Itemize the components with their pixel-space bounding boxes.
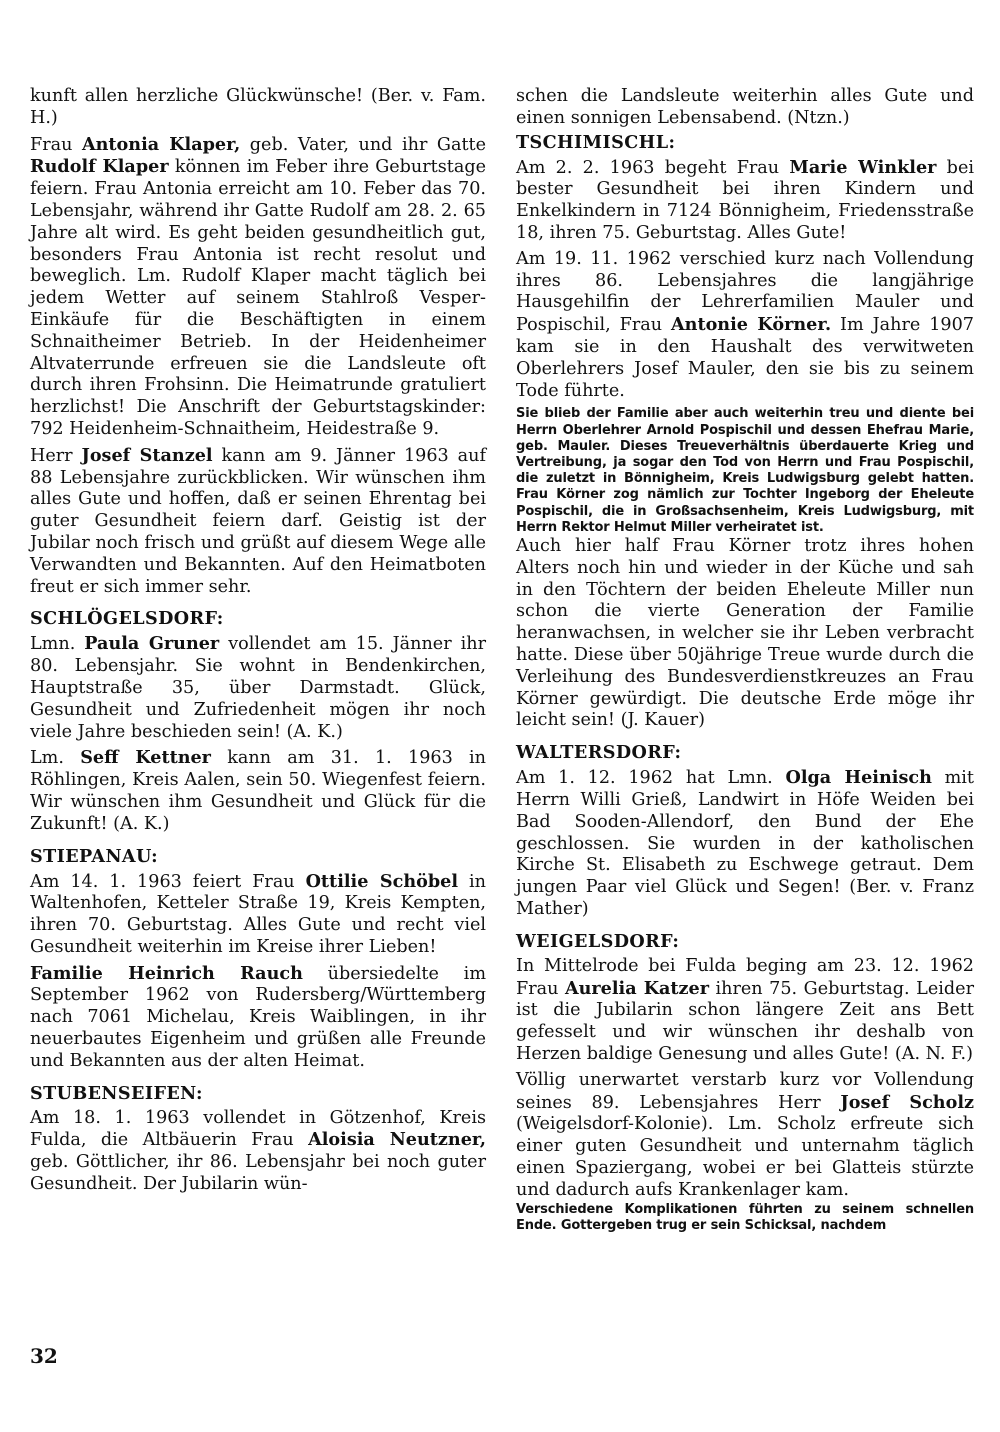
right-column (516, 86, 974, 1234)
paragraph-neutzner: Am 18. 1. 1963 vollendet in Götzenhof, Kreis Fulda, die Altbäuerin Frau Aloisia Neutzner, geb. Göttlicher, ihr 86. Lebensjahr bei noch guter Gesundheit. Der Jubilarin wün- (30, 1107, 487, 1195)
paragraph-gruner: Lmn. Paula Gruner vollendet am 15. Jänner ihr 80. Lebensjahr. Sie wohnt in Bendenkirchen, Hauptstraße 35, über Darmstadt. Glück, Gesundheit und Zufriedenheit mögen ihr noch viele Jahre beschieden sein! (A. K.) (30, 633, 486, 742)
person-name: Antonie Körner. (671, 314, 832, 336)
paragraph-scholz: Völlig unerwartet verstarb kurz vor Vollendung seines 89. Lebensjahres Herr Josef Scholz (Weigelsdorf-Kolonie). Lm. Scholz erfreute sich einer guten Gesundheit und unternahm täglich einen Spaziergang, wobei er bei Glatteis stürzte und dadurch aufs Krankenlager kam. (516, 1069, 974, 1200)
person-name: Olga Heinisch (785, 767, 932, 789)
person-name: Josef Stanzel (81, 444, 213, 466)
paragraph-small-print: Sie blieb der Familie aber auch weiterhin treu und diente bei Herrn Oberlehrer Arnold Pospischil und dessen Ehefrau Marie, geb. Mauler. Dieses Treueverhältnis überdauerte Krieg und Vertreibung, ja sogar den Tod von Herrn und Frau Pospischil, die zuletzt in Bönnigheim, Kreis Ludwigsburg gelebt hatten. Frau Körner zog nämlich zur Tochter Ingeborg der Eheleute Pospischil, die in Großsachsenheim, Kreis Ludwigsburg, mit Herrn Rektor Helmut Miller verheiratet ist. (516, 406, 974, 535)
left-column (30, 86, 486, 1196)
paragraph-stanzel: Herr Josef Stanzel kann am 9. Jänner 1963 auf 88 Lebensjahre zurückblicken. Wir wünschen ihm alles Gute und hoffen, daß er seinen Ehrentag bei guter Gesundheit feiern darf. Geistig ist der Jubilar noch frisch und grüßt auf diesem Wege alle Verwandten und Bekannten. Auf den Heimatboten freut er sich immer sehr. (30, 444, 486, 597)
person-name: Aloisia Neutzner, (308, 1129, 487, 1151)
paragraph-katzer: In Mittelrode bei Fulda beging am 23. 12. 1962 Frau Aurelia Katzer ihren 75. Geburtstag. Leider ist die Jubilarin schon längere Zeit ans Bett gefesselt und wir wünschen ihr deshalb von Herzen baldige Genesung und alles Gute! (A. N. F.) (516, 955, 974, 1064)
paragraph-heinisch: Am 1. 12. 1962 hat Lmn. Olga Heinisch mit Herrn Willi Grieß, Landwirt in Höfe Weiden bei Bad Sooden-Allendorf, den Bund der Ehe geschlossen. Sie wurden in der katholischen Kirche St. Elisabeth zu Eschwege getraut. Dem jungen Paar viel Glück und Segen! (Ber. v. Franz Mather) (516, 767, 974, 919)
person-name: Rudolf Klaper (30, 156, 169, 178)
person-name: Familie Heinrich Rauch (30, 962, 303, 984)
page-number: 32 (30, 1344, 58, 1368)
section-heading-schloegelsdorf: SCHLÖGELSDORF: (30, 608, 224, 630)
person-name: Josef Scholz (840, 1091, 974, 1113)
section-heading-weigelsdorf: WEIGELSDORF: (516, 930, 680, 952)
section-heading-stiepanau: STIEPANAU: (30, 845, 158, 867)
section-heading-waltersdorf: WALTERSDORF: (516, 742, 682, 764)
person-name: Paula Gruner (84, 633, 220, 655)
paragraph: schen die Landsleute weiterhin alles Gute und einen sonnigen Lebensabend. (Ntzn.) (516, 86, 974, 128)
person-name: Ottilie Schöbel (305, 870, 459, 892)
paragraph-klaper: Frau Antonia Klaper, geb. Vater, und ihr Gatte Rudolf Klaper können im Feber ihre Geburtstage feiern. Frau Antonia erreicht am 10. Feber das 70. Lebensjahr, während ihr Gatte Rudolf am 28. 2. 65 Jahre alt wird. Es geht beiden gesundheitlich gut, besonders Frau Antonia ist recht resolut und beweglich. Lm. Rudolf Klaper macht täglich bei jedem Wetter auf seinem Stahlroß Vesper-Einkäufe für die Beschäftigten in einem Schnaitheimer Betrieb. In der Heidenheimer Altvaterrunde erfreuen sie die Landsleute oft durch ihren Frohsinn. Die Heimatrunde gratuliert herzlichst! Die Anschrift der Geburtstagskinder: 792 Heidenheim-Schnaitheim, Heidestraße 9. (30, 133, 487, 439)
paragraph: Auch hier half Frau Körner trotz ihres hohen Alters noch hin und wieder in der Küche und sah in den Töchtern der beiden Eheleute Miller nun schon die vierte Generation der Familie heranwachsen, in welcher sie ihr Leben verbracht hatte. Diese über 50jährige Treue wurde durch die Verleihung des Bundesverdienstkreuzes an Frau Körner gewürdigt. Die deutsche Erde möge ihr leicht sein! (J. Kauer) (516, 535, 974, 731)
person-name: Marie Winkler (789, 156, 937, 178)
section-heading-stubenseifen: STUBENSEIFEN: (30, 1082, 203, 1104)
person-name: Antonia Klaper, (81, 133, 241, 155)
paragraph-koerner: Am 19. 11. 1962 verschied kurz nach Vollendung ihres 86. Lebensjahres die langjährige Hausgehilfin der Lehrerfamilien Mauler und Pospischil, Frau Antonie Körner. Im Jahre 1907 kam sie in den Haushalt des verwitweten Oberlehrers Josef Mauler, den sie bis zu seinem Tode führte. (516, 248, 974, 401)
paragraph-schoebel: Am 14. 1. 1963 feiert Frau Ottilie Schöbel in Waltenhofen, Ketteler Straße 19, Kreis Kempten, ihren 70. Geburtstag. Alles Gute und recht viel Gesundheit weiterhin im Kreise ihrer Lieben! (30, 870, 486, 957)
person-name: Aurelia Katzer (564, 977, 709, 999)
paragraph: kunft allen herzliche Glückwünsche! (Ber. v. Fam. H.) (30, 86, 486, 128)
paragraph-kettner: Lm. Seff Kettner kann am 31. 1. 1963 in Röhlingen, Kreis Aalen, sein 50. Wiegenfest feiern. Wir wünschen ihm Gesundheit und Glück für die Zukunft! (A. K.) (30, 747, 486, 834)
paragraph-rauch: Familie Heinrich Rauch übersiedelte im September 1962 von Rudersberg/Württemberg nach 7061 Michelau, Kreis Waiblingen, in ihr neuerbautes Eigenheim und grüßen alle Freunde und Bekannten aus der alten Heimat. (30, 962, 486, 1071)
person-name: Seff Kettner (80, 747, 211, 769)
paragraph-winkler: Am 2. 2. 1963 begeht Frau Marie Winkler bei bester Gesundheit bei ihren Kindern und Enkelkindern in 7124 Bönnigheim, Friedensstraße 18, ihren 75. Geburtstag. Alles Gute! (516, 156, 974, 243)
paragraph-small-print: Verschiedene Komplikationen führten zu seinem schnellen Ende. Gottergeben trug er sein Schicksal, nachdem (516, 1201, 974, 1233)
section-heading-tschimischl: TSCHIMISCHL: (516, 131, 676, 153)
